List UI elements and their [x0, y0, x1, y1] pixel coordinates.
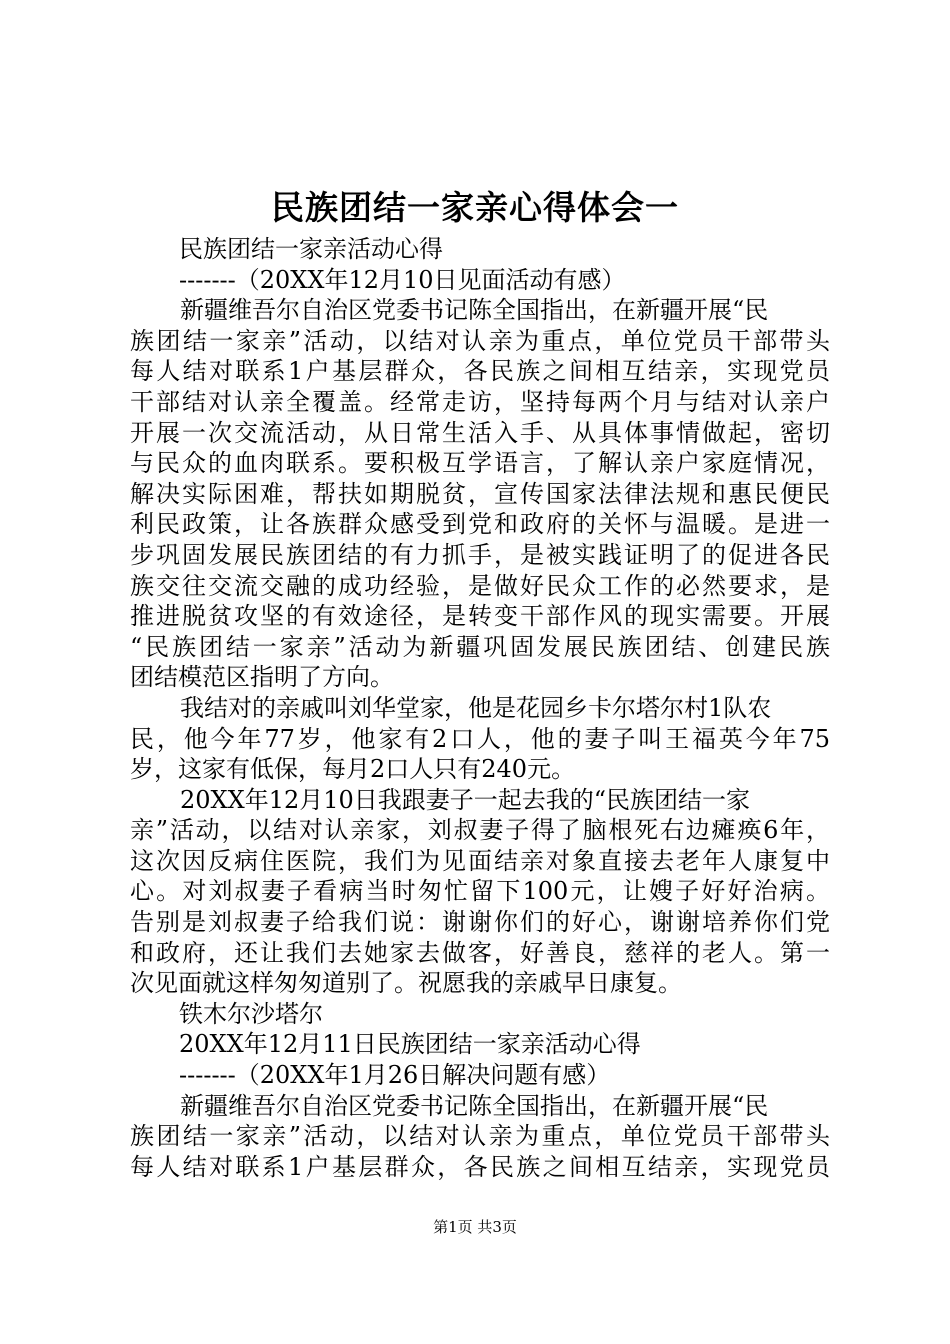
- text-line: 步巩固发展民族团结的有力抓手，是被实践证明了的促进各民: [130, 540, 830, 569]
- document-body: [130, 234, 830, 1182]
- document-title: 民族团结一家亲心得体会一: [271, 188, 679, 227]
- text-line: 我结对的亲戚叫刘华堂家，他是花园乡卡尔塔尔村1队农: [180, 693, 772, 722]
- text-line: 20XX年12月10日我跟妻子一起去我的“民族团结一家: [180, 785, 751, 814]
- text-line: 这次因反病住医院，我们为见面结亲对象直接去老年人康复中: [130, 846, 830, 875]
- text-line: 开展一次交流活动，从日常生活入手、从具体事情做起，密切: [130, 418, 830, 447]
- text-line: 民族团结一家亲活动心得: [179, 235, 443, 263]
- text-line: 亲”活动，以结对认亲家，刘叔妻子得了脑根死右边瘫痪6年，: [130, 816, 830, 845]
- text-line: “民族团结一家亲”活动为新疆巩固发展民族团结、创建民族: [130, 632, 830, 661]
- text-line: 干部结对认亲全覆盖。经常走访，坚持每两个月与结对认亲户: [130, 387, 830, 416]
- text-line: 族交往交流交融的成功经验，是做好民众工作的必然要求，是: [130, 571, 830, 600]
- author-name: 铁木尔沙塔尔: [179, 999, 323, 1028]
- text-line: 新疆维吾尔自治区党委书记陈全国指出，在新疆开展“民: [180, 296, 769, 325]
- text-line: 新疆维吾尔自治区党委书记陈全国指出，在新疆开展“民: [180, 1091, 769, 1120]
- text-line: 每人结对联系1户基层群众，各民族之间相互结亲，实现党员: [130, 357, 830, 386]
- text-line: 团结模范区指明了方向。: [130, 663, 394, 692]
- text-line: 与民众的血肉联系。要积极互学语言，了解认亲户家庭情况，: [130, 449, 830, 478]
- text-line: 和政府，还让我们去她家去做客，好善良，慈祥的老人。第一: [130, 938, 830, 967]
- text-line: 利民政策，让各族群众感受到党和政府的关怀与温暖。是进一: [130, 510, 830, 539]
- text-line: 告别是刘叔妻子给我们说：谢谢你们的好心，谢谢培养你们党: [130, 908, 830, 937]
- text-line: 族团结一家亲”活动，以结对认亲为重点，单位党员干部带头: [130, 1122, 830, 1151]
- text-line: 心。对刘叔妻子看病当时匆忙留下100元，让嫂子好好治病。: [130, 877, 830, 906]
- page-number: 第1页 共3页: [433, 1218, 517, 1236]
- text-line: 民，他今年77岁，他家有2口人，他的妻子叫王福英今年75: [130, 724, 830, 753]
- text-line: 次见面就这样匆匆道别了。祝愿我的亲戚早日康复。: [130, 969, 682, 998]
- text-line: -------（20XX年12月10日见面活动有感）: [179, 265, 626, 294]
- text-line: 族团结一家亲”活动，以结对认亲为重点，单位党员干部带头: [130, 326, 830, 355]
- text-line: 岁，这家有低保，每月2口人只有240元。: [130, 755, 576, 784]
- text-line: 每人结对联系1户基层群众，各民族之间相互结亲，实现党员: [130, 1152, 830, 1181]
- section-heading: 20XX年12月11日民族团结一家亲活动心得: [179, 1030, 641, 1059]
- text-line: -------（20XX年1月26日解决问题有感）: [179, 1061, 611, 1090]
- text-line: 解决实际困难，帮扶如期脱贫，宣传国家法律法规和惠民便民: [130, 479, 830, 508]
- text-line: 推进脱贫攻坚的有效途径，是转变干部作风的现实需要。开展: [130, 602, 830, 631]
